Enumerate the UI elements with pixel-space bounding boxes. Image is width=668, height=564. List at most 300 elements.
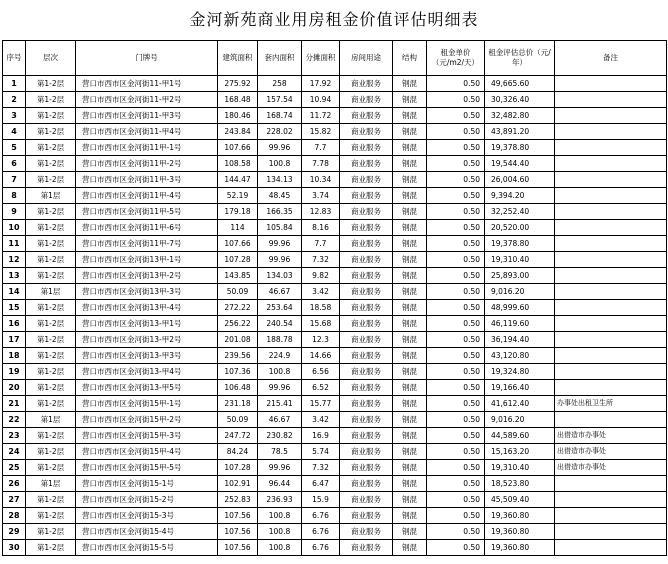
cell-total: 19,310.40 (485, 460, 555, 476)
cell-total: 19,310.40 (485, 252, 555, 268)
cell-address: 营口市西市区金河街15-5号 (76, 540, 218, 556)
cell-address: 营口市西市区金河街15-1号 (76, 476, 218, 492)
cell-unit-price: 0.50 (427, 252, 485, 268)
header-note: 备注 (555, 41, 667, 76)
table-header-row (3, 41, 667, 76)
cell-structure: 钢混 (393, 140, 427, 156)
cell-floor: 第1层 (26, 412, 76, 428)
cell-inner-area: 258 (258, 76, 302, 92)
cell-structure: 钢混 (393, 108, 427, 124)
cell-inner-area: 46.67 (258, 412, 302, 428)
table-row (3, 188, 667, 204)
table-row (3, 220, 667, 236)
cell-note (555, 524, 667, 540)
cell-total: 19,378.80 (485, 236, 555, 252)
cell-building-area: 201.08 (218, 332, 258, 348)
cell-usage: 商业服务 (340, 348, 393, 364)
cell-total: 18,523.80 (485, 476, 555, 492)
cell-shared-area: 15.9 (302, 492, 340, 508)
cell-no: 20 (3, 380, 26, 396)
cell-building-area: 106.48 (218, 380, 258, 396)
table-row (3, 284, 667, 300)
cell-shared-area: 6.52 (302, 380, 340, 396)
cell-inner-area: 215.41 (258, 396, 302, 412)
cell-floor: 第1-2层 (26, 92, 76, 108)
cell-inner-area: 224.9 (258, 348, 302, 364)
cell-no: 7 (3, 172, 26, 188)
cell-building-area: 107.56 (218, 540, 258, 556)
cell-note (555, 300, 667, 316)
cell-unit-price: 0.50 (427, 220, 485, 236)
cell-total: 45,509.40 (485, 492, 555, 508)
cell-floor: 第1-2层 (26, 108, 76, 124)
cell-inner-area: 100.8 (258, 508, 302, 524)
cell-building-area: 107.28 (218, 252, 258, 268)
cell-no: 30 (3, 540, 26, 556)
cell-no: 24 (3, 444, 26, 460)
table-row (3, 508, 667, 524)
table-row (3, 76, 667, 92)
cell-address: 营口市西市区金河街11甲-6号 (76, 220, 218, 236)
cell-note (555, 92, 667, 108)
cell-total: 41,612.40 (485, 396, 555, 412)
table-row (3, 348, 667, 364)
cell-inner-area: 100.8 (258, 540, 302, 556)
cell-structure: 钢混 (393, 492, 427, 508)
cell-note (555, 284, 667, 300)
cell-building-area: 102.91 (218, 476, 258, 492)
cell-structure: 钢混 (393, 460, 427, 476)
cell-no: 3 (3, 108, 26, 124)
cell-usage: 商业服务 (340, 364, 393, 380)
cell-shared-area: 5.74 (302, 444, 340, 460)
header-usage: 房间用途 (340, 41, 393, 76)
cell-unit-price: 0.50 (427, 540, 485, 556)
cell-inner-area: 99.96 (258, 236, 302, 252)
cell-no: 11 (3, 236, 26, 252)
cell-structure: 钢混 (393, 444, 427, 460)
cell-unit-price: 0.50 (427, 476, 485, 492)
cell-shared-area: 6.56 (302, 364, 340, 380)
cell-no: 17 (3, 332, 26, 348)
cell-no: 26 (3, 476, 26, 492)
cell-address: 营口市西市区金河街13甲-1号 (76, 252, 218, 268)
cell-shared-area: 3.42 (302, 284, 340, 300)
cell-inner-area: 236.93 (258, 492, 302, 508)
cell-floor: 第1-2层 (26, 156, 76, 172)
cell-floor: 第1-2层 (26, 428, 76, 444)
cell-shared-area: 3.42 (302, 412, 340, 428)
cell-unit-price: 0.50 (427, 300, 485, 316)
cell-structure: 钢混 (393, 124, 427, 140)
cell-note: 出借造市办事处 (555, 444, 667, 460)
cell-structure: 钢混 (393, 380, 427, 396)
table-row (3, 332, 667, 348)
cell-floor: 第1-2层 (26, 316, 76, 332)
table-body (3, 76, 667, 556)
cell-no: 10 (3, 220, 26, 236)
cell-structure: 钢混 (393, 76, 427, 92)
cell-inner-area: 78.5 (258, 444, 302, 460)
cell-total: 25,893.00 (485, 268, 555, 284)
cell-structure: 钢混 (393, 236, 427, 252)
cell-unit-price: 0.50 (427, 268, 485, 284)
cell-total: 15,163.20 (485, 444, 555, 460)
cell-inner-area: 228.02 (258, 124, 302, 140)
cell-inner-area: 134.13 (258, 172, 302, 188)
cell-note: 出借造市办事处 (555, 460, 667, 476)
cell-total: 9,394.20 (485, 188, 555, 204)
table-row (3, 92, 667, 108)
table-row (3, 444, 667, 460)
cell-shared-area: 6.76 (302, 540, 340, 556)
cell-usage: 商业服务 (340, 188, 393, 204)
cell-usage: 商业服务 (340, 412, 393, 428)
cell-inner-area: 230.82 (258, 428, 302, 444)
table-row (3, 428, 667, 444)
cell-note (555, 124, 667, 140)
cell-no: 16 (3, 316, 26, 332)
cell-unit-price: 0.50 (427, 348, 485, 364)
cell-structure: 钢混 (393, 172, 427, 188)
cell-usage: 商业服务 (340, 92, 393, 108)
cell-shared-area: 8.16 (302, 220, 340, 236)
cell-structure: 钢混 (393, 284, 427, 300)
table-row (3, 108, 667, 124)
cell-floor: 第1-2层 (26, 524, 76, 540)
table-row (3, 268, 667, 284)
cell-unit-price: 0.50 (427, 140, 485, 156)
cell-building-area: 239.56 (218, 348, 258, 364)
cell-note (555, 156, 667, 172)
cell-note (555, 316, 667, 332)
cell-usage: 商业服务 (340, 268, 393, 284)
cell-total: 49,665.60 (485, 76, 555, 92)
header-floor: 层次 (26, 41, 76, 76)
cell-note (555, 348, 667, 364)
cell-total: 30,326.40 (485, 92, 555, 108)
cell-no: 19 (3, 364, 26, 380)
cell-unit-price: 0.50 (427, 412, 485, 428)
cell-structure: 钢混 (393, 316, 427, 332)
cell-unit-price: 0.50 (427, 508, 485, 524)
header-building-area: 建筑面积 (218, 41, 258, 76)
rent-valuation-table (2, 40, 667, 556)
cell-total: 19,360.80 (485, 508, 555, 524)
cell-address: 营口市西市区金河街15甲-4号 (76, 444, 218, 460)
header-no: 序号 (3, 41, 26, 76)
cell-inner-area: 253.64 (258, 300, 302, 316)
cell-building-area: 52.19 (218, 188, 258, 204)
cell-floor: 第1-2层 (26, 252, 76, 268)
cell-address: 营口市西市区金河街13甲-3号 (76, 284, 218, 300)
cell-unit-price: 0.50 (427, 76, 485, 92)
table-row (3, 396, 667, 412)
cell-shared-area: 6.47 (302, 476, 340, 492)
cell-usage: 商业服务 (340, 124, 393, 140)
cell-unit-price: 0.50 (427, 396, 485, 412)
cell-unit-price: 0.50 (427, 364, 485, 380)
cell-address: 营口市西市区金河街11甲-7号 (76, 236, 218, 252)
cell-shared-area: 7.7 (302, 140, 340, 156)
cell-unit-price: 0.50 (427, 124, 485, 140)
cell-floor: 第1-2层 (26, 220, 76, 236)
cell-shared-area: 10.94 (302, 92, 340, 108)
cell-building-area: 179.18 (218, 204, 258, 220)
cell-structure: 钢混 (393, 300, 427, 316)
cell-floor: 第1-2层 (26, 508, 76, 524)
cell-address: 营口市西市区金河街11-甲2号 (76, 92, 218, 108)
cell-usage: 商业服务 (340, 396, 393, 412)
cell-building-area: 50.09 (218, 412, 258, 428)
cell-structure: 钢混 (393, 332, 427, 348)
cell-inner-area: 157.54 (258, 92, 302, 108)
table-row (3, 172, 667, 188)
cell-usage: 商业服务 (340, 332, 393, 348)
cell-structure: 钢混 (393, 204, 427, 220)
cell-structure: 钢混 (393, 396, 427, 412)
cell-no: 21 (3, 396, 26, 412)
cell-no: 15 (3, 300, 26, 316)
cell-floor: 第1-2层 (26, 492, 76, 508)
cell-building-area: 107.66 (218, 236, 258, 252)
cell-structure: 钢混 (393, 428, 427, 444)
cell-address: 营口市西市区金河街11甲-3号 (76, 172, 218, 188)
cell-total: 19,324.80 (485, 364, 555, 380)
cell-usage: 商业服务 (340, 460, 393, 476)
cell-total: 20,520.00 (485, 220, 555, 236)
cell-shared-area: 11.72 (302, 108, 340, 124)
cell-inner-area: 166.35 (258, 204, 302, 220)
cell-inner-area: 99.96 (258, 380, 302, 396)
header-address: 门牌号 (76, 41, 218, 76)
cell-usage: 商业服务 (340, 108, 393, 124)
cell-no: 25 (3, 460, 26, 476)
table-row (3, 204, 667, 220)
table-row (3, 236, 667, 252)
cell-unit-price: 0.50 (427, 492, 485, 508)
cell-address: 营口市西市区金河街13甲-2号 (76, 268, 218, 284)
table-row (3, 140, 667, 156)
cell-structure: 钢混 (393, 412, 427, 428)
cell-unit-price: 0.50 (427, 236, 485, 252)
cell-inner-area: 240.54 (258, 316, 302, 332)
cell-shared-area: 6.76 (302, 508, 340, 524)
cell-shared-area: 7.32 (302, 252, 340, 268)
cell-unit-price: 0.50 (427, 156, 485, 172)
cell-building-area: 275.92 (218, 76, 258, 92)
cell-shared-area: 15.77 (302, 396, 340, 412)
cell-floor: 第1-2层 (26, 396, 76, 412)
cell-floor: 第1-2层 (26, 348, 76, 364)
cell-no: 22 (3, 412, 26, 428)
cell-usage: 商业服务 (340, 172, 393, 188)
cell-building-area: 231.18 (218, 396, 258, 412)
cell-shared-area: 7.7 (302, 236, 340, 252)
cell-shared-area: 7.32 (302, 460, 340, 476)
page-title: 金河新苑商业用房租金价值评估明细表 (189, 10, 479, 29)
cell-building-area: 107.66 (218, 140, 258, 156)
cell-unit-price: 0.50 (427, 460, 485, 476)
cell-inner-area: 100.8 (258, 156, 302, 172)
cell-usage: 商业服务 (340, 140, 393, 156)
cell-note (555, 188, 667, 204)
cell-usage: 商业服务 (340, 204, 393, 220)
cell-shared-area: 15.68 (302, 316, 340, 332)
cell-floor: 第1层 (26, 476, 76, 492)
cell-floor: 第1-2层 (26, 380, 76, 396)
cell-address: 营口市西市区金河街15-3号 (76, 508, 218, 524)
cell-structure: 钢混 (393, 540, 427, 556)
cell-building-area: 108.58 (218, 156, 258, 172)
cell-floor: 第1-2层 (26, 124, 76, 140)
cell-usage: 商业服务 (340, 508, 393, 524)
cell-address: 营口市西市区金河街11甲-1号 (76, 140, 218, 156)
header-inner-area: 套内面积 (258, 41, 302, 76)
cell-total: 19,166.40 (485, 380, 555, 396)
cell-inner-area: 188.78 (258, 332, 302, 348)
cell-note (555, 364, 667, 380)
cell-no: 27 (3, 492, 26, 508)
cell-note (555, 412, 667, 428)
cell-no: 5 (3, 140, 26, 156)
cell-structure: 钢混 (393, 348, 427, 364)
cell-unit-price: 0.50 (427, 284, 485, 300)
cell-floor: 第1-2层 (26, 364, 76, 380)
cell-no: 28 (3, 508, 26, 524)
cell-inner-area: 99.96 (258, 460, 302, 476)
cell-inner-area: 96.44 (258, 476, 302, 492)
cell-note (555, 236, 667, 252)
cell-inner-area: 99.96 (258, 140, 302, 156)
cell-address: 营口市西市区金河街11甲-4号 (76, 188, 218, 204)
cell-total: 44,589.60 (485, 428, 555, 444)
cell-total: 19,544.40 (485, 156, 555, 172)
cell-unit-price: 0.50 (427, 188, 485, 204)
cell-no: 13 (3, 268, 26, 284)
cell-building-area: 247.72 (218, 428, 258, 444)
cell-unit-price: 0.50 (427, 316, 485, 332)
cell-address: 营口市西市区金河街13-甲3号 (76, 348, 218, 364)
cell-shared-area: 15.82 (302, 124, 340, 140)
cell-total: 19,360.80 (485, 540, 555, 556)
cell-no: 14 (3, 284, 26, 300)
cell-unit-price: 0.50 (427, 108, 485, 124)
cell-usage: 商业服务 (340, 444, 393, 460)
cell-total: 9,016.20 (485, 284, 555, 300)
cell-shared-area: 6.76 (302, 524, 340, 540)
cell-unit-price: 0.50 (427, 428, 485, 444)
cell-floor: 第1-2层 (26, 332, 76, 348)
cell-shared-area: 10.34 (302, 172, 340, 188)
header-structure: 结构 (393, 41, 427, 76)
cell-floor: 第1-2层 (26, 236, 76, 252)
cell-no: 6 (3, 156, 26, 172)
cell-building-area: 107.28 (218, 460, 258, 476)
cell-usage: 商业服务 (340, 284, 393, 300)
cell-total: 48,999.60 (485, 300, 555, 316)
cell-inner-area: 99.96 (258, 252, 302, 268)
cell-usage: 商业服务 (340, 492, 393, 508)
table-row (3, 380, 667, 396)
cell-structure: 钢混 (393, 92, 427, 108)
cell-address: 营口市西市区金河街13-甲5号 (76, 380, 218, 396)
cell-no: 8 (3, 188, 26, 204)
cell-floor: 第1-2层 (26, 540, 76, 556)
cell-address: 营口市西市区金河街11甲-2号 (76, 156, 218, 172)
cell-floor: 第1层 (26, 284, 76, 300)
cell-building-area: 114 (218, 220, 258, 236)
cell-no: 29 (3, 524, 26, 540)
cell-total: 19,360.80 (485, 524, 555, 540)
cell-building-area: 243.84 (218, 124, 258, 140)
cell-building-area: 252.83 (218, 492, 258, 508)
cell-note (555, 332, 667, 348)
cell-total: 26,004.60 (485, 172, 555, 188)
table-row (3, 252, 667, 268)
cell-note (555, 108, 667, 124)
cell-structure: 钢混 (393, 364, 427, 380)
cell-building-area: 143.85 (218, 268, 258, 284)
table-row (3, 492, 667, 508)
cell-no: 4 (3, 124, 26, 140)
cell-floor: 第1-2层 (26, 140, 76, 156)
cell-total: 32,482.80 (485, 108, 555, 124)
cell-floor: 第1-2层 (26, 204, 76, 220)
cell-floor: 第1-2层 (26, 268, 76, 284)
cell-inner-area: 100.8 (258, 364, 302, 380)
cell-inner-area: 168.74 (258, 108, 302, 124)
cell-structure: 钢混 (393, 524, 427, 540)
cell-usage: 商业服务 (340, 252, 393, 268)
cell-total: 9,016.20 (485, 412, 555, 428)
cell-address: 营口市西市区金河街11-甲3号 (76, 108, 218, 124)
cell-address: 营口市西市区金河街15-4号 (76, 524, 218, 540)
cell-total: 43,891.20 (485, 124, 555, 140)
cell-note: 出借造市办事处 (555, 428, 667, 444)
cell-address: 营口市西市区金河街15甲-1号 (76, 396, 218, 412)
cell-usage: 商业服务 (340, 476, 393, 492)
header-shared-area: 分摊面积 (302, 41, 340, 76)
cell-note (555, 508, 667, 524)
cell-usage: 商业服务 (340, 236, 393, 252)
cell-no: 12 (3, 252, 26, 268)
cell-usage: 商业服务 (340, 76, 393, 92)
cell-structure: 钢混 (393, 476, 427, 492)
cell-unit-price: 0.50 (427, 524, 485, 540)
cell-usage: 商业服务 (340, 220, 393, 236)
cell-floor: 第1-2层 (26, 172, 76, 188)
cell-address: 营口市西市区金河街15甲-3号 (76, 428, 218, 444)
cell-address: 营口市西市区金河街15-2号 (76, 492, 218, 508)
cell-shared-area: 17.92 (302, 76, 340, 92)
cell-building-area: 272.22 (218, 300, 258, 316)
cell-inner-area: 48.45 (258, 188, 302, 204)
cell-note (555, 172, 667, 188)
cell-address: 营口市西市区金河街15甲-5号 (76, 460, 218, 476)
cell-building-area: 107.36 (218, 364, 258, 380)
cell-floor: 第1-2层 (26, 300, 76, 316)
cell-building-area: 180.46 (218, 108, 258, 124)
cell-note (555, 540, 667, 556)
table-row (3, 460, 667, 476)
cell-note (555, 268, 667, 284)
cell-unit-price: 0.50 (427, 332, 485, 348)
cell-shared-area: 12.3 (302, 332, 340, 348)
cell-note (555, 252, 667, 268)
table-row (3, 124, 667, 140)
cell-unit-price: 0.50 (427, 444, 485, 460)
